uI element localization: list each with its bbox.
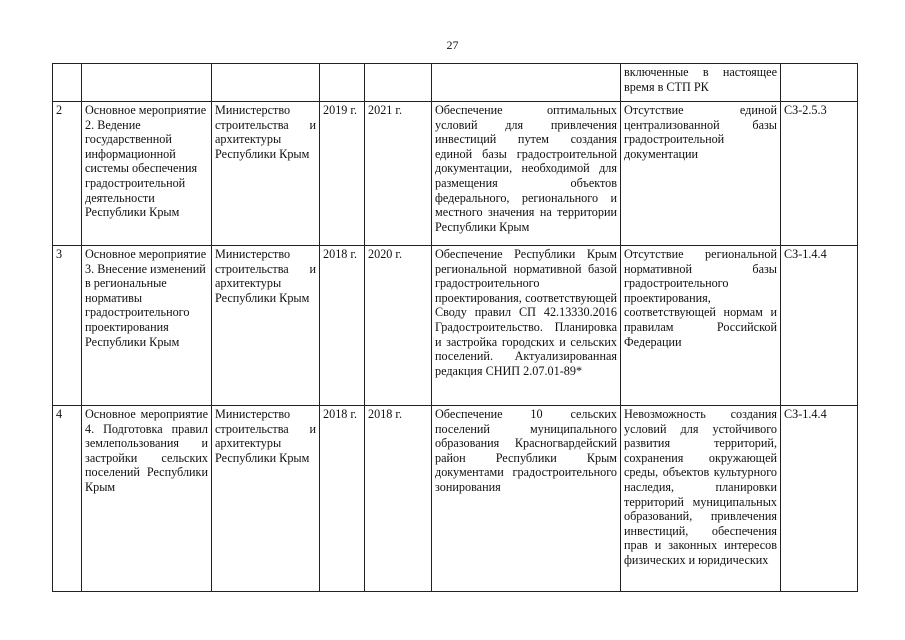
measures-table (52, 63, 858, 592)
page-number: 27 (446, 38, 459, 52)
cell-consequence: включенные в настоящее время в СТП РК (621, 64, 781, 102)
table-row (53, 102, 858, 246)
cell-result: Обеспечение оптимальных условий для привлечения инвестиций путем создания единой базы градостроительной документации, необходимой для размещения объектов федерального, регионального и местного значения на территории Республики Крым (432, 102, 621, 246)
cell-end: 2021 г. (365, 102, 432, 246)
cell-link: СЗ-2.5.3 (781, 102, 858, 246)
cell-consequence: Невозможность создания условий для устойчивого развития территорий, сохранения окружающей среды, объектов культурного наследия, планировки территорий муниципальных образований, привлечения инвестиций, обеспечения прав и законных интересов физических и юридических (621, 406, 781, 592)
cell-executor: Министерство строительства и архитектуры Республики Крым (212, 406, 320, 592)
cell-num: 2 (53, 102, 82, 246)
cell-consequence: Отсутствие региональной нормативной базы градостроительного проектирования, соответствующей нормам и правилам Российской Федерации (621, 246, 781, 406)
cell-consequence: Отсутствие единой централизованной базы градостроительной документации (621, 102, 781, 246)
cell-link (781, 64, 858, 102)
cell-result: Обеспечение Республики Крым региональной нормативной базой градостроительного проектирования, соответствующей Своду правил СП 42.13330.2016 Градостроительство. Планировка и застройка городских и сельских поселений. Актуализированная редакция СНИП 2.07.01-89* (432, 246, 621, 406)
cell-result: Обеспечение 10 сельских поселений муниципального образования Красногвардейский район Республики Крым документами градостроительного зонирования (432, 406, 621, 592)
cell-link: СЗ-1.4.4 (781, 246, 858, 406)
cell-end: 2018 г. (365, 406, 432, 592)
cell-start: 2018 г. (320, 406, 365, 592)
cell-num: 3 (53, 246, 82, 406)
cell-name: Основное мероприятие 4. Подготовка правил землепользования и застройки сельских поселений Республики Крым (82, 406, 212, 592)
table-row (53, 406, 858, 592)
cell-name: Основное мероприятие 2. Ведение государственной информационной системы обеспечения градостроительной деятельности Республики Крым (82, 102, 212, 246)
cell-start (320, 64, 365, 102)
cell-end: 2020 г. (365, 246, 432, 406)
cell-executor: Министерство строительства и архитектуры Республики Крым (212, 246, 320, 406)
cell-result (432, 64, 621, 102)
table-row (53, 64, 858, 102)
cell-start: 2018 г. (320, 246, 365, 406)
cell-end (365, 64, 432, 102)
cell-name (82, 64, 212, 102)
table-row (53, 246, 858, 406)
cell-executor (212, 64, 320, 102)
cell-num: 4 (53, 406, 82, 592)
cell-name: Основное мероприятие 3. Внесение изменений в региональные нормативы градостроительного проектирования Республики Крым (82, 246, 212, 406)
cell-link: СЗ-1.4.4 (781, 406, 858, 592)
cell-start: 2019 г. (320, 102, 365, 246)
cell-executor: Министерство строительства и архитектуры Республики Крым (212, 102, 320, 246)
cell-num (53, 64, 82, 102)
